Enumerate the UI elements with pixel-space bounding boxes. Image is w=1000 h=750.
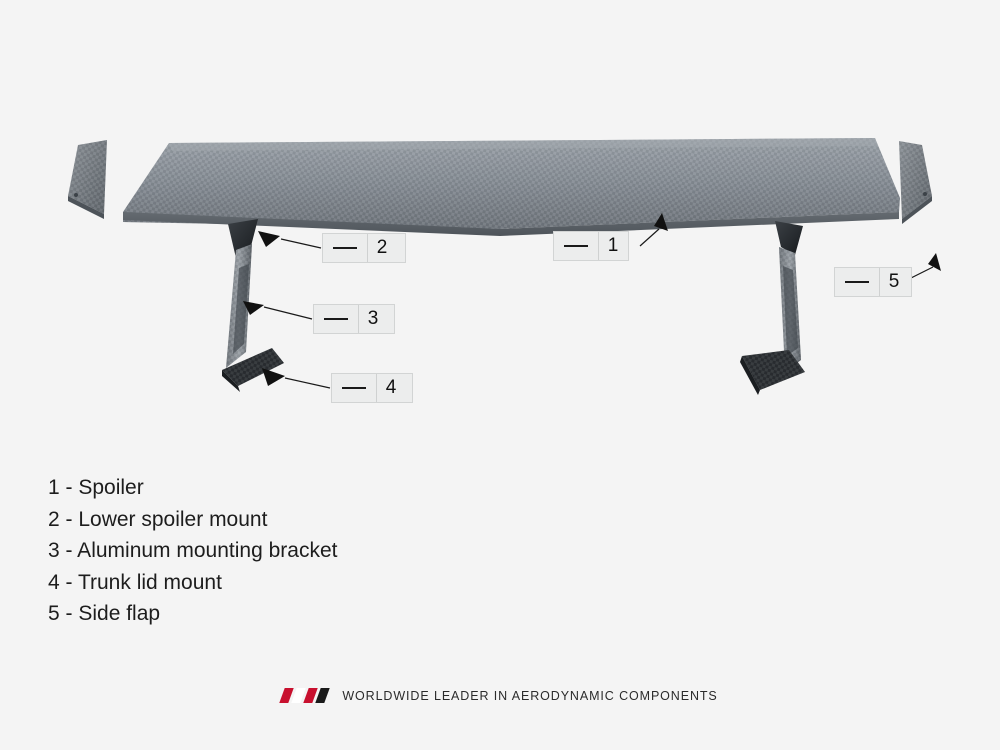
brand-stripes-icon bbox=[282, 688, 330, 703]
callout-number: 1 bbox=[598, 232, 627, 260]
legend-item-2: 2 - Lower spoiler mount bbox=[48, 507, 268, 531]
callout-dash-icon bbox=[835, 268, 879, 296]
legend-item-1: 1 - Spoiler bbox=[48, 476, 144, 499]
mounting-assembly-right bbox=[740, 221, 805, 395]
legend bbox=[48, 472, 568, 630]
callout-4[interactable] bbox=[331, 373, 413, 403]
footer bbox=[0, 688, 1000, 703]
callout-1[interactable] bbox=[553, 231, 629, 261]
legend-item-5: 5 - Side flap bbox=[48, 602, 161, 625]
callout-number: 5 bbox=[879, 268, 908, 296]
legend-item-4: 4 - Trunk lid mount bbox=[48, 570, 222, 594]
legend-item-3: 3 - Aluminum mounting bracket bbox=[48, 539, 338, 562]
callout-dash-icon bbox=[554, 232, 598, 260]
callout-2[interactable] bbox=[322, 233, 406, 263]
callout-number: 2 bbox=[367, 234, 396, 262]
side-flap-left bbox=[68, 140, 107, 219]
side-flap-right bbox=[899, 141, 932, 224]
footer-tagline: WORLDWIDE LEADER IN AERODYNAMIC COMPONENTS bbox=[342, 688, 718, 703]
callout-5[interactable] bbox=[834, 267, 912, 297]
callout-3[interactable] bbox=[313, 304, 395, 334]
callout-dash-icon bbox=[314, 305, 358, 333]
callout-number: 4 bbox=[376, 374, 405, 402]
spoiler-blade bbox=[123, 138, 900, 236]
callout-dash-icon bbox=[323, 234, 367, 262]
callout-dash-icon bbox=[332, 374, 376, 402]
callout-number: 3 bbox=[358, 305, 387, 333]
